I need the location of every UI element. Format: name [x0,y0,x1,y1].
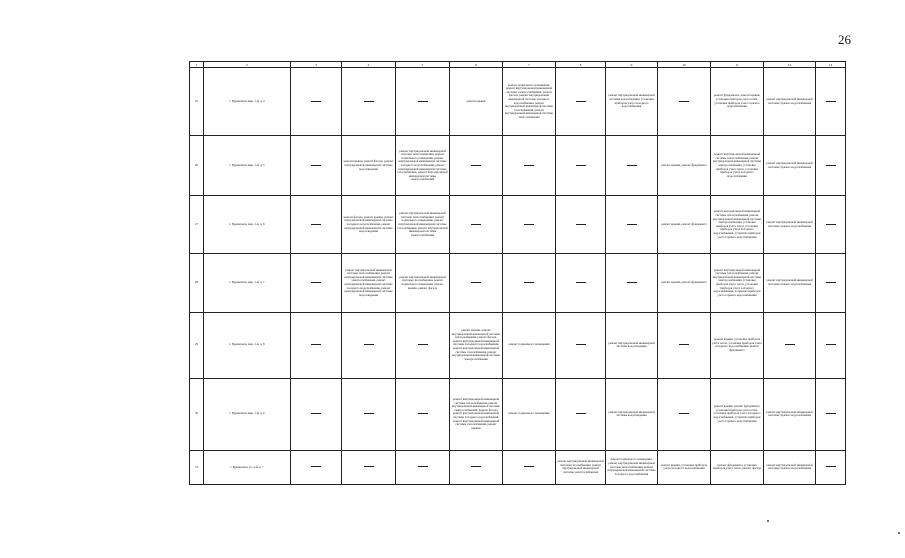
empty-cell [503,196,556,254]
empty-cell [658,68,711,136]
empty-cell [396,378,450,450]
header-cell: 13 [816,62,846,68]
work-cell: ремонт внутридомовой инженерной системы горячего водоснабжения [764,136,816,196]
work-cell: ремонт крыши, ремонт фасада, ремонт внутридомовой инженерной системы водоотведения [342,136,396,196]
work-cell: ремонт внутридомовой инженерной системы теплоснабжения, ремонт внутридомовой инженерной системы электроснабжения, установка приборов учета тепла, установка приборов учета холодного водоснабжения [711,136,764,196]
work-cell: ремонт подвального помещения [503,378,556,450]
work-cell: ремонт фундамента, ремонт крыши, установка приборов учета тепла, установка приборов учета горячего водоснабжения [711,68,764,136]
dash-mark [418,466,428,467]
dash-mark [418,413,428,414]
work-cell: ремонт крыши, ремонт фундамента, установка приборов учета тепла, установка приборов учета холодного водоснабжения, установка приборов учета горячего водоснабжения [711,378,764,450]
empty-cell [606,196,658,254]
dash-mark [364,466,374,467]
empty-cell [342,68,396,136]
empty-cell [816,136,846,196]
empty-cell [503,136,556,196]
header-cell: 4 [342,62,396,68]
empty-cell [291,312,342,378]
work-cell: ремонт внутридомовой инженерной системы теплоснабжения, ремонт внутридомовой инженерной системы электроснабжения, ремонт фасада, ремонт внутридомовой инженерной системы холодного водоснабжения, ремонт внутридомовой инженерной системы газоснабжения, ремонт крыши [450,378,503,450]
row-number: 27 [190,196,204,254]
work-cell: ремонт крыши [450,68,503,136]
dash-mark [627,224,637,225]
dash-mark [418,101,428,102]
dash-mark [627,282,637,283]
dash-mark [418,344,428,345]
header-cell: 5 [396,62,450,68]
empty-cell [816,68,846,136]
dash-mark [524,282,534,283]
header-cell: 8 [556,62,606,68]
dash-mark [471,224,481,225]
address-cell: г. Буденновск, мкр. 1-й, д. 6 [204,196,291,254]
dash-mark [364,344,374,345]
dash-mark [364,413,374,414]
empty-cell [556,378,606,450]
table-row [190,254,846,312]
empty-cell [556,68,606,136]
dash-mark [311,466,321,467]
work-cell: ремонт внутридомовой инженерной системы теплоснабжения, ремонт внутридомовой инженерной системы электроснабжения, установка приборов учета тепла, установка приборов учета холодного водоснабжения, установка приборов учета горячего водоснабжения [711,254,764,312]
dash-mark [311,165,321,166]
empty-cell [396,312,450,378]
work-cell: ремонт крыши, установка приборов учета холодного водоснабжения [658,450,711,484]
work-cell: ремонт фасада, ремонт крыши, ремонт внутридомовой инженерной системы холодного водоснабжения, ремонт внутридомовой инженерной системы водоотведения [342,196,396,254]
empty-cell [291,68,342,136]
empty-cell [450,254,503,312]
work-cell: ремонт внутридомовой инженерной системы водоотведения, установка приборов учета холодного водоснабжения [606,68,658,136]
empty-cell [816,450,846,484]
row-number: 25 [190,68,204,136]
work-cell: ремонт крыши, ремонт внутридомовой инженерной системы теплоснабжения, ремонт фасада, ремонт внутридомовой инженерной системы холодного водоснабжения, ремонт внутридомовой инженерной системы газоснабжения, ремонт внутридомовой инженерной системы электроснабжения [450,312,503,378]
address-cell: г. Буденновск, ул. 2-й, д. 7 [204,450,291,484]
page-number: 26 [838,32,851,47]
dash-mark [826,466,836,467]
dash-mark [311,344,321,345]
empty-cell [556,136,606,196]
work-cell: ремонт внутридомовой инженерной системы горячего водоснабжения [764,254,816,312]
work-cell: ремонт подвального помещения [503,312,556,378]
dash-mark [826,344,836,345]
table-row [190,136,846,196]
row-number: 31 [190,450,204,484]
header-cell: 9 [606,62,658,68]
work-cell: ремонт внутридомовой инженерной системы горячего водоснабжения [764,378,816,450]
empty-cell [450,136,503,196]
empty-cell [396,68,450,136]
empty-cell [764,312,816,378]
work-cell: ремонт крыши, установка приборов учета тепла, установка приборов учета холодного водоснабжения, ремонт фундамента [711,312,764,378]
header-cell: 2 [204,62,291,68]
empty-cell [450,450,503,484]
work-cell: ремонт внутридомовой инженерной системы горячего водоснабжения [764,68,816,136]
dash-mark [826,101,836,102]
empty-cell [606,254,658,312]
dash-mark [524,466,534,467]
empty-cell [450,196,503,254]
work-cell: ремонт внутридомовой инженерной системы теплоснабжения, ремонт внутридомовой инженерной системы электроснабжения, установка приборов учета тепла, установка приборов учета холодного водоснабжения, установка приборов учета горячего водоснабжения [711,196,764,254]
empty-cell [816,254,846,312]
row-number: 29 [190,312,204,378]
address-cell: г. Буденновск, мкр. 1-й, д. 5 [204,136,291,196]
table-row [190,196,846,254]
dash-mark [471,282,481,283]
work-cell: ремонт крыши, ремонт фундамента [658,136,711,196]
scan-speck [767,520,769,522]
dash-mark [679,413,689,414]
header-cell: 6 [450,62,503,68]
table-row [190,450,846,484]
empty-cell [556,196,606,254]
empty-cell [291,196,342,254]
dash-mark [311,101,321,102]
empty-cell [606,136,658,196]
work-cell: ремонт подвального помещения, ремонт внутридомовой инженерной системы электроснабжения, ремонт фасада, ремонт внутридомовой инженерной системы холодного водоснабжения, ремонт внутридомовой инженерной системы газоснабжения, ремонт внутридомовой инженерной системы теплоснабжения [503,68,556,136]
empty-cell [291,378,342,450]
dash-mark [576,413,586,414]
empty-cell [342,312,396,378]
dash-mark [311,282,321,283]
header-cell: 3 [291,62,342,68]
work-cell: ремонт внутридомовой инженерной системы горячего водоснабжения [764,450,816,484]
work-cell: ремонт внутридомовой инженерной системы водоотведения [606,378,658,450]
empty-cell [342,450,396,484]
dash-mark [826,413,836,414]
dash-mark [826,165,836,166]
empty-cell [556,254,606,312]
table-row [190,68,846,136]
work-cell: ремонт внутридомовой инженерной системы газоснабжения, ремонт подвального помещения, ремонт крыши, ремонт фасада [396,254,450,312]
address-cell: г. Буденновск, мкр. 1-й, д. 7 [204,254,291,312]
dash-mark [471,466,481,467]
header-cell: 11 [711,62,764,68]
empty-cell [503,450,556,484]
dash-mark [524,165,534,166]
empty-cell [816,312,846,378]
row-number: 30 [190,378,204,450]
empty-cell [291,450,342,484]
work-cell: ремонт внутридомовой инженерной системы теплоснабжения, ремонт подвального помещения, ремонт внутридомовой инженерной системы газоснабжения, ремонт внутридомовой инженерной системы электроснабжения [396,196,450,254]
dash-mark [826,224,836,225]
empty-cell [556,312,606,378]
dash-mark [627,165,637,166]
header-cell: 1 [190,62,204,68]
row-number: 26 [190,136,204,196]
dash-mark [364,101,374,102]
dash-mark [576,165,586,166]
work-cell: ремонт подвального помещения, ремонт внутридомовой инженерной системы теплоснабжения, ремонт внутридомовой инженерной системы холодного водоснабжения [606,450,658,484]
empty-cell [291,136,342,196]
dash-mark [471,165,481,166]
work-cell: ремонт крыши, ремонт фундамента [658,196,711,254]
dash-mark [524,224,534,225]
header-cell: 12 [764,62,816,68]
scan-speck [898,532,900,534]
empty-cell [816,196,846,254]
table-row [190,378,846,450]
work-cell: ремонт внутридомовой инженерной системы горячего водоснабжения [764,196,816,254]
dash-mark [826,282,836,283]
empty-cell [503,254,556,312]
work-cell: ремонт внутридомовой инженерной системы теплоснабжения, ремонт подвального помещения, ремонт внутридомовой инженерной системы холодного водоснабжения, ремонт внутридомовой инженерной системы газоснабжения, ремонт внутридомовой инженерной системы электроснабжения [396,136,450,196]
address-cell: г. Буденновск, мкр. 1-й, д. 8 [204,312,291,378]
empty-cell [291,254,342,312]
dash-mark [785,344,795,345]
dash-mark [576,224,586,225]
work-cell: ремонт фундамента, установка приборов учета тепла, ремонт фасада [711,450,764,484]
table-row [190,312,846,378]
dash-mark [311,224,321,225]
address-cell: г. Буденновск, мкр. 1-й, д. 4 [204,68,291,136]
work-cell: ремонт крыши, ремонт фундамента [658,254,711,312]
work-cell: ремонт внутридомовой инженерной системы водоотведения [606,312,658,378]
header-cell: 10 [658,62,711,68]
empty-cell [658,378,711,450]
empty-cell [816,378,846,450]
row-number: 28 [190,254,204,312]
dash-mark [576,101,586,102]
empty-cell [396,450,450,484]
empty-cell [658,312,711,378]
empty-cell [342,378,396,450]
dash-mark [679,344,689,345]
work-cell: ремонт внутридомовой инженерной системы теплоснабжения, ремонт внутридомовой инженерной системы электроснабжения, ремонт внутридомовой инженерной системы холодного водоснабжения, ремонт внутридомовой инженерной системы водоотведения [342,254,396,312]
header-cell: 7 [503,62,556,68]
dash-mark [576,282,586,283]
dash-mark [311,413,321,414]
dash-mark [576,344,586,345]
dash-mark [679,101,689,102]
repair-schedule-table [189,61,846,485]
address-cell: г. Буденновск, мкр. 1-й, д. 9 [204,378,291,450]
work-cell: ремонт внутридомовой инженерной системы газоснабжения, ремонт внутридомовой инженерной системы электроснабжения [556,450,606,484]
